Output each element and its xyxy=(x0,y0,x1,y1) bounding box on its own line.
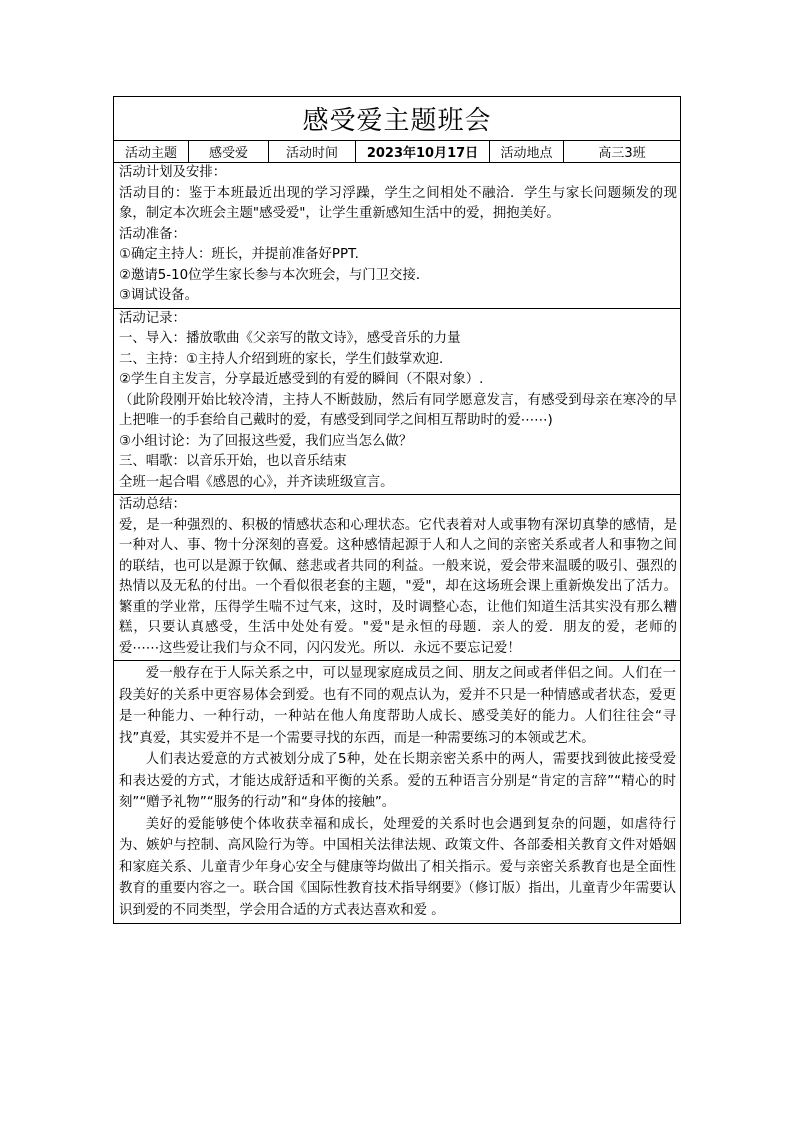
record-section xyxy=(114,309,680,496)
plan-section xyxy=(114,163,680,309)
record-line: 三、唱歌：以音乐开始，也以音乐结束 xyxy=(119,454,347,469)
theme-value: 感受爱 xyxy=(189,141,269,162)
time-label: 活动时间 xyxy=(269,141,356,162)
record-line: ③小组讨论：为了回报这些爱，我们应当怎么做？ xyxy=(119,433,413,449)
prep-item: ③调试设备。 xyxy=(119,288,198,303)
essay-section xyxy=(114,661,680,923)
record-line: 二、主持：①主持人介绍到班的家长，学生们鼓掌欢迎． xyxy=(119,351,453,367)
time-value: 2023年10月17日 xyxy=(356,141,490,162)
record-line: （此阶段刚开始比较冷清，主持人不断鼓励，然后有同学愿意发言，有感受到母亲在寒冷的早上把唯一的手套给自己戴时的爱，有感受到同学之间相互帮助时的爱⋯⋯) xyxy=(119,392,677,428)
essay-paragraph: 美好的爱能够使个体收获幸福和成长，处理爱的关系时也会遇到复杂的问题，如虐待行为、嫉妒与控制、高风险行为等。中国相关法律法规、政策文件、各部委相关教育文件对婚姻和家庭关系、儿童青少年身心安全与健康等均做出了相关指示。爱与亲密关系教育也是全面性教育的重要内容之一。联合国《国际性教育技术指导纲要》（修订版）指出，儿童青少年需要认识到爱的不同类型，学会用合适的方式表达喜欢和爱 。 xyxy=(119,816,676,918)
place-label: 活动地点 xyxy=(490,141,564,162)
summary-text: 爱，是一种强烈的、积极的情感状态和心理状态。它代表着对人或事物有深切真挚的感情，是一种对人、事、物十分深刻的喜爱。这种感情起源于人和人之间的亲密关系或者人和事物之间的联结，也可以是源于钦佩、慈悲或者共同的利益。一般来说，爱会带来温暖的吸引、强烈的热情以及无私的付出。一个看似很老套的主题，"爱"，却在这场班会课上重新焕发出了活力。繁重的学业常，压得学生喘不过气来，这时，及时调整心态，让他们知道生活其实没有那么糟糕，只要认真感受，生活中处处有爱。"爱"是永恒的母题．亲人的爱．朋友的爱，老师的爱⋯⋯这些爱让我们与众不同，闪闪发光。所以．永远不要忘记爱！ xyxy=(119,517,677,656)
plan-heading: 活动计划及安排： xyxy=(119,165,227,180)
summary-heading: 活动总结： xyxy=(119,497,186,512)
record-line: 一、导入：播放歌曲《父亲写的散文诗》，感受音乐的力量 xyxy=(119,331,461,346)
page-title: 感受爱主题班会 xyxy=(114,97,680,141)
record-heading: 活动记录： xyxy=(119,310,186,326)
class-meeting-record-table xyxy=(113,96,681,924)
record-line: 全班一起合唱《感恩的心》，并齐读班级宣言。 xyxy=(119,474,394,490)
summary-section xyxy=(114,495,680,661)
prep-item: ②邀请5-10位学生家长参与本次班会，与门卫交接． xyxy=(119,267,430,283)
essay-paragraph: 爱一般存在于人际关系之中，可以显现家庭成员之间、朋友之间或者伴侣之间。人们在一段美好的关系中更容易体会到爱。也有不同的观点认为，爱并不只是一种情感或者状态，爱更是一种能力、一种行动，一种站在他人角度帮助人成长、感受美好的能力。人们往往会“寻找”真爱，其实爱并不是一个需要寻找的东西，而是一种需要练习的本领或艺术。 xyxy=(119,666,676,746)
record-line: ②学生自主发言，分享最近感受到的有爱的瞬间（不限对象）. xyxy=(119,372,484,387)
plan-purpose: 活动目的：鉴于本班最近出现的学习浮躁，学生之间相处不融洽．学生与家长问题频发的现象，制定本次班会主题"感受爱"，让学生重新感知生活中的爱，拥抱美好。 xyxy=(119,185,677,221)
theme-label: 活动主题 xyxy=(114,141,189,162)
prep-heading: 活动准备： xyxy=(119,226,186,242)
prep-item: ①确定主持人：班长，并提前准备好PPT. xyxy=(119,247,359,262)
info-row xyxy=(114,141,680,163)
essay-paragraph: 人们表达爱意的方式被划分成了5种，处在长期亲密关系中的两人，需要找到彼此接受爱和表达爱的方式，才能达成舒适和平衡的关系。爱的五种语言分别是“肯定的言辞”“精心的时刻”“赠予礼物”“服务的行动”和“身体的接触”。 xyxy=(119,752,676,810)
place-value: 高三3班 xyxy=(598,146,646,161)
